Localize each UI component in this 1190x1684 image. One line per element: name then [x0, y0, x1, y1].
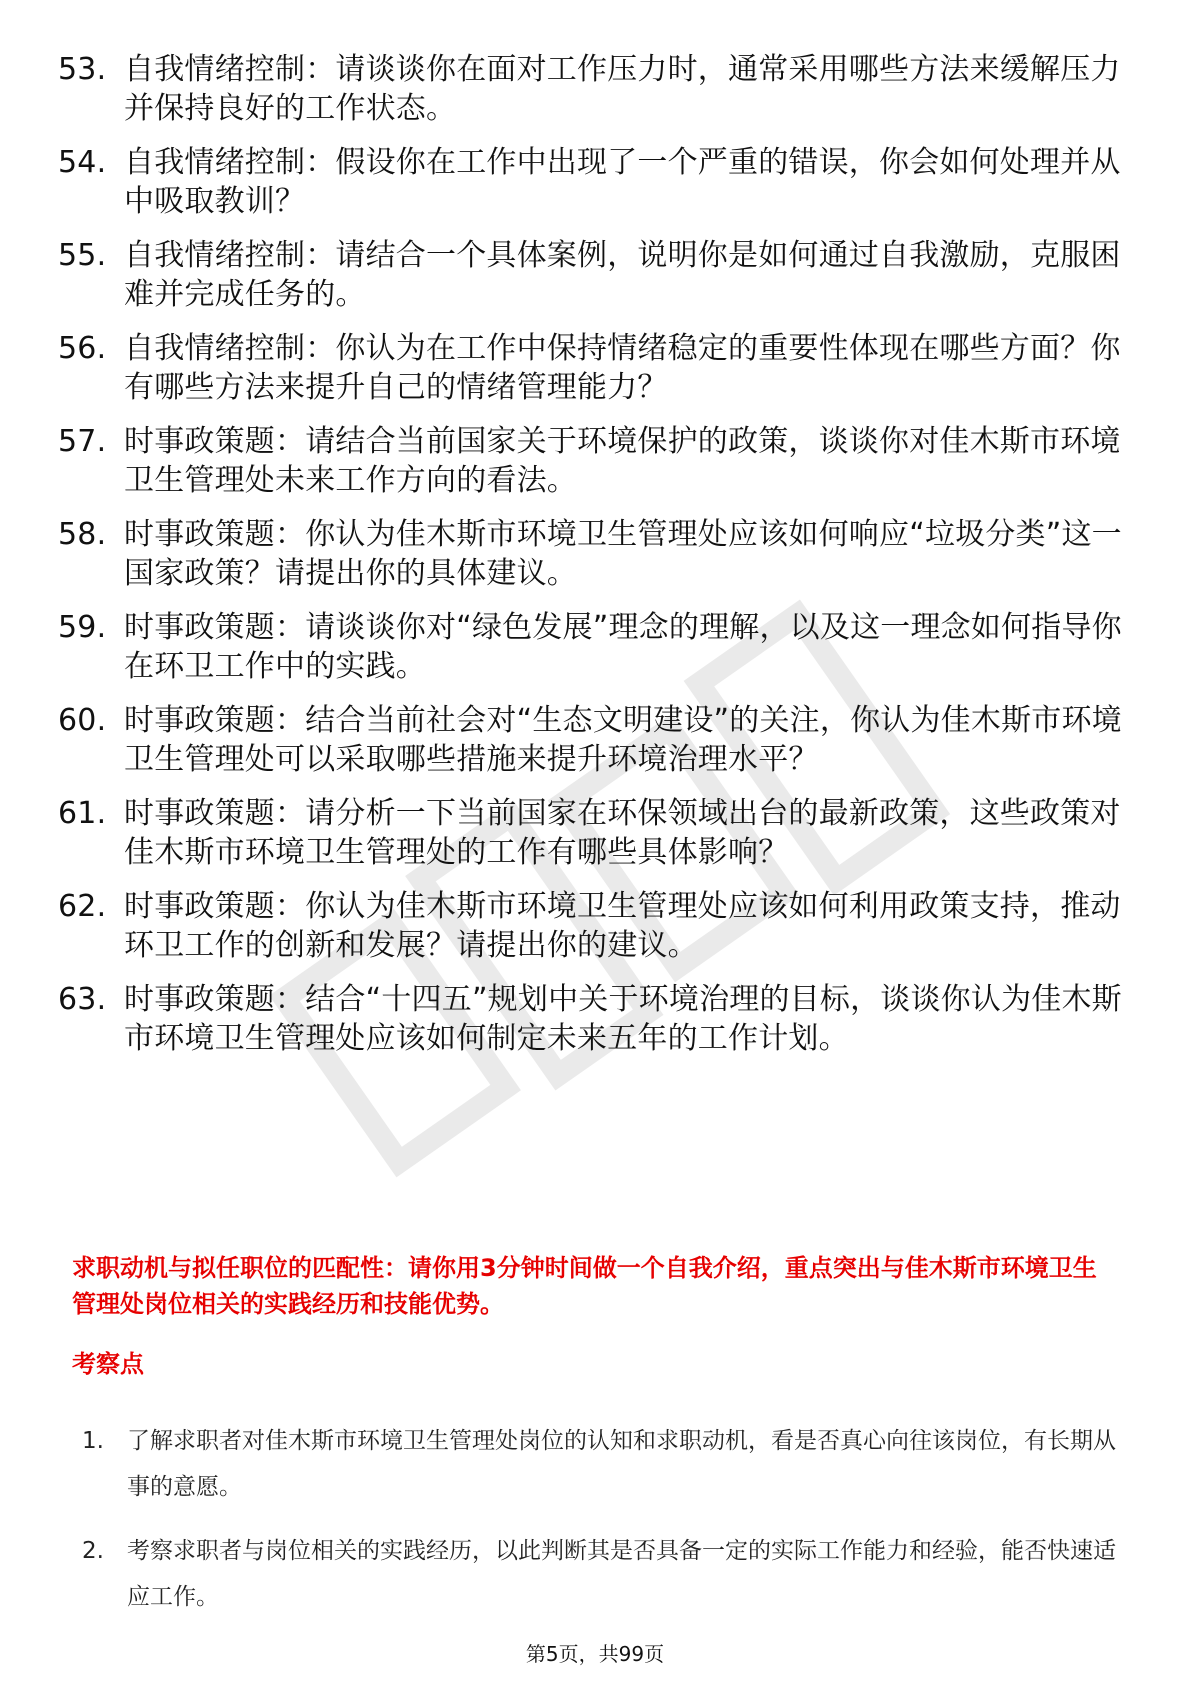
point-number: 1.	[82, 1428, 104, 1454]
question-item	[58, 236, 1128, 314]
question-item	[58, 143, 1128, 221]
question-text: 自我情绪控制：假设你在工作中出现了一个严重的错误，你会如何处理并从中吸取教训？	[124, 145, 1121, 219]
question-item	[58, 980, 1128, 1058]
question-text: 时事政策题：你认为佳木斯市环境卫生管理处应该如何利用政策支持，推动环卫工作的创新和发展？请提出你的建议。	[124, 889, 1121, 963]
question-item	[58, 50, 1128, 128]
question-number: 53.	[58, 52, 107, 87]
question-number: 54.	[58, 145, 107, 180]
question-item	[58, 515, 1128, 593]
question-text: 时事政策题：结合当前社会对“生态文明建设”的关注，你认为佳木斯市环境卫生管理处可以采取哪些措施来提升环境治理水平？	[124, 703, 1122, 777]
question-item	[58, 887, 1128, 965]
question-text: 时事政策题：结合“十四五”规划中关于环境治理的目标，谈谈你认为佳木斯市环境卫生管理处应该如何制定未来五年的工作计划。	[124, 982, 1122, 1056]
question-number: 55.	[58, 238, 107, 273]
assessment-point	[82, 1418, 1122, 1510]
assessment-point-list	[82, 1418, 1122, 1638]
question-text: 时事政策题：请分析一下当前国家在环保领域出台的最新政策，这些政策对佳木斯市环境卫生管理处的工作有哪些具体影响？	[124, 796, 1121, 870]
question-item	[58, 329, 1128, 407]
question-text: 时事政策题：你认为佳木斯市环境卫生管理处应该如何响应“垃圾分类”这一国家政策？请提出你的具体建议。	[124, 517, 1122, 591]
section-heading: 考察点	[72, 1350, 144, 1378]
point-text: 考察求职者与岗位相关的实践经历，以此判断其是否具备一定的实际工作能力和经验，能否快速适应工作。	[127, 1538, 1116, 1610]
highlighted-question: 求职动机与拟任职位的匹配性：请你用3分钟时间做一个自我介绍，重点突出与佳木斯市环境卫生管理处岗位相关的实践经历和技能优势。	[72, 1254, 1097, 1318]
question-text: 自我情绪控制：你认为在工作中保持情绪稳定的重要性体现在哪些方面？你有哪些方法来提升自己的情绪管理能力？	[124, 331, 1121, 405]
question-number: 56.	[58, 331, 107, 366]
question-item	[58, 422, 1128, 500]
question-number: 58.	[58, 517, 107, 552]
question-number: 59.	[58, 610, 107, 645]
question-item	[58, 608, 1128, 686]
question-item	[58, 794, 1128, 872]
question-number: 57.	[58, 424, 107, 459]
question-number: 63.	[58, 982, 107, 1017]
assessment-point	[82, 1528, 1122, 1620]
question-list	[58, 50, 1128, 1073]
question-text: 时事政策题：请结合当前国家关于环境保护的政策，谈谈你对佳木斯市环境卫生管理处未来工作方向的看法。	[124, 424, 1121, 498]
question-item	[58, 701, 1128, 779]
question-number: 62.	[58, 889, 107, 924]
page-number: 第5页，共99页	[525, 1642, 665, 1666]
point-text: 了解求职者对佳木斯市环境卫生管理处岗位的认知和求职动机，看是否真心向往该岗位，有长期从事的意愿。	[127, 1428, 1116, 1500]
question-text: 自我情绪控制：请结合一个具体案例，说明你是如何通过自我激励，克服困难并完成任务的。	[124, 238, 1121, 312]
point-number: 2.	[82, 1538, 104, 1564]
question-text: 自我情绪控制：请谈谈你在面对工作压力时，通常采用哪些方法来缓解压力并保持良好的工作状态。	[124, 52, 1121, 126]
question-text: 时事政策题：请谈谈你对“绿色发展”理念的理解，以及这一理念如何指导你在环卫工作中的实践。	[124, 610, 1122, 684]
question-number: 60.	[58, 703, 107, 738]
question-number: 61.	[58, 796, 107, 831]
